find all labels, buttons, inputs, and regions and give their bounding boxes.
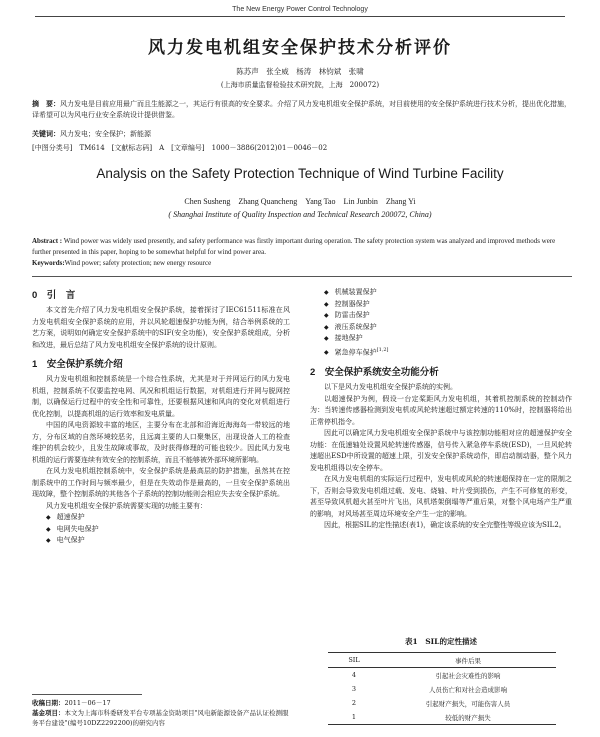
affiliation-en: ( Shanghai Institute of Quality Inspection and Technical Research 200072, China) bbox=[168, 210, 432, 219]
keywords-cn-label: 关键词： bbox=[32, 129, 60, 138]
classification-line: [中图分类号] TM614 [文献标志码] A [文章编号] 1000－3886(2012)01－0046－02 bbox=[32, 144, 328, 152]
table-caption: 表1 SIL的定性描述 bbox=[405, 637, 477, 646]
citation-ref: [1,2] bbox=[376, 346, 389, 353]
keywords-en bbox=[32, 259, 572, 267]
section-1-paragraph-4: 风力发电机组安全保护系统需要实现的功能主要有： bbox=[46, 501, 207, 510]
footnote-received bbox=[32, 698, 290, 708]
section-2-paragraph-2: 以超速保护为例，假设一台定桨距风力发电机组，其着机控制系统的控制动作为：当转速传感器检测到发电机或风轮转速超过额定转速的110%时，控制器将给出正常停机指令。 bbox=[310, 394, 572, 426]
list-item: ◆ 液压系统保护 bbox=[310, 322, 572, 334]
list-item: ◆ 机械装置保护 bbox=[310, 287, 572, 299]
list-item-label: 紧急停车保护 bbox=[334, 347, 377, 356]
table-cell-desc: 人员伤亡和对社会造成影响 bbox=[429, 685, 507, 694]
table-row bbox=[328, 668, 556, 683]
section-2-title: 2 安全保护系统安全功能分析 bbox=[310, 367, 439, 379]
authors-en: Chen Susheng Zhang Quancheng Yang Tao Lin Junbin Zhang Yi bbox=[184, 197, 416, 206]
table-cell-sil: 2 bbox=[351, 699, 357, 707]
list-item: ◆ 电气保护 bbox=[32, 535, 290, 547]
list-item: ◆ 电网失电保护 bbox=[32, 524, 290, 536]
footnote-received-date: 2011－06－17 bbox=[64, 699, 111, 707]
abstract-en-label: Abstract : bbox=[32, 237, 63, 245]
title-cn: 风力发电机组安全保护技术分析评价 bbox=[148, 38, 452, 58]
section-1-title: 1 安全保护系统介绍 bbox=[32, 359, 123, 370]
right-bullet-list bbox=[310, 287, 572, 358]
keywords-en-text: Wind power; safety protection; new energy resource bbox=[64, 259, 212, 267]
table-cell-desc: 较低的财产损失 bbox=[445, 713, 491, 722]
sil-table bbox=[328, 652, 556, 725]
abstract-cn-label: 摘 要： bbox=[32, 99, 60, 108]
table-cell-sil: 4 bbox=[351, 671, 357, 679]
section-2-paragraph-5: 因此，根据SIL的定性描述(表1)，确定该系统的安全完整性等级应该为SIL2。 bbox=[324, 521, 566, 530]
section-2-paragraph-4: 在风力发电机组的实际运行过程中，发电机或风轮的转速超保持在一定的限制之下，否则会导致发电机组过载、发电、烧轴、叶片受到损伤，产生不可修复的形变，甚至导致风机超火甚至叶片飞出，风机塔架倒塌等严重后果，对整个风电场产生严重的影响，对风场甚至周边环境安全产生一定的影响。 bbox=[310, 475, 572, 518]
footnote-fund-label: 基金项目： bbox=[32, 709, 65, 717]
table-header-row bbox=[328, 653, 556, 668]
list-item: ◆ 超速保护 bbox=[32, 512, 290, 524]
affiliation-cn: (上海市质量监督检验技术研究院，上海 200072) bbox=[220, 81, 380, 89]
abstract-cn bbox=[32, 98, 572, 121]
list-item: ◆ 防雷击保护 bbox=[310, 310, 572, 322]
abstract-rule bbox=[32, 276, 572, 277]
list-item: ◆ 控制器保护 bbox=[310, 299, 572, 311]
table-cell-sil: 1 bbox=[351, 713, 357, 721]
table-row bbox=[328, 696, 556, 710]
list-item: ◆ 接地保护 bbox=[310, 333, 572, 345]
section-0-title: 0 引 言 bbox=[32, 290, 76, 301]
authors-cn: 陈苏声 张全威 杨涛 林钧斌 张啸 bbox=[236, 67, 364, 76]
table-cell-desc: 引起社会灾难性的影响 bbox=[435, 671, 501, 680]
title-en: Analysis on the Safety Protection Technique of Wind Turbine Facility bbox=[96, 166, 504, 181]
footnote-fund bbox=[32, 708, 290, 728]
right-column bbox=[310, 287, 572, 532]
section-0-text: 本文首先介绍了风力发电机组安全保护系统，接着探讨了IEC61511标准在风力发电机组安全保护系统的应用，并以风轮超速保护功能为例，结合举例系统的工艺方案，说明如何确定安全保护系统中的SIF(安全功能)，安全保护系统组成，分析和改进，最后总结了风力发电机组安全保护系统的设计原则。 bbox=[32, 306, 290, 349]
section-2-paragraph-3: 因此可以确定风力发电机组安全保护系统中与该控制功能相对应的超速保护安全功能：在低速轴处设置风轮转速传感器，信号传入紧急停车系统(ESD)，一旦风轮转速超出ESD中所设置的超速上限，引发安全保护系统动作，即启动制动器，整个风力发电机组得以安全停车。 bbox=[310, 429, 572, 472]
keywords-cn bbox=[32, 128, 572, 140]
section-1-paragraph-1: 风力发电机组和控制系统是一个综合性系统，尤其是对于并网运行的风力发电机组，控制系统不仅要监控电网、风况和机组运行数据，对机组进行并网与脱网控制，以确保运行过程中的安全性和可靠性，还要根据风速和风向的变化对机组进行优化控制，以提高机组的运行效率和发电质量。 bbox=[32, 375, 290, 418]
section-1-bullet-list bbox=[32, 512, 290, 547]
table-row bbox=[328, 682, 556, 696]
table-header-consequence: 事件后果 bbox=[380, 653, 556, 668]
list-item bbox=[310, 345, 572, 359]
journal-header: The New Energy Power Control Technology bbox=[232, 6, 368, 13]
section-2-paragraph-1: 以下是风力发电机组安全保护系统的实例。 bbox=[324, 383, 457, 392]
section-1-paragraph-3: 在风力发电机组控制系统中，安全保护系统是最高层的防护措施，虽然其在控制系统中的工作时间与频率最少，但是在失效动作是最高的，一旦安全保护系统出现故障，整个控制系统的其他各个子系统的控制功能则会相应失去安全保护系统。 bbox=[32, 467, 290, 498]
header-rule bbox=[35, 16, 565, 17]
footnote-fund-text: 本文为上海市科委研发平台专项基金资助项目"风电新能源设备产品认证检测服务平台建设"(编号10DZ2292200)的研究内容 bbox=[32, 709, 289, 727]
keywords-cn-text: 风力发电；安全保护；新能源 bbox=[60, 130, 151, 138]
section-1-paragraph-2: 中国的风电资源较丰富的地区，主要分布在北部和沿海近海海岛一带较远的地方，分布区域的自然环境较恶劣，且远离主要的人口聚集区，出现设备人工的检查维护的机会较少，且发生故障或事故，及时获得修理的可能也较少。因此风力发电机组的运行需要连续有效安全的控制系统，而且不能够被外部环境所影响。 bbox=[32, 421, 290, 464]
abstract-en bbox=[32, 236, 572, 258]
table-header-sil: SIL bbox=[328, 653, 380, 668]
table-row bbox=[328, 710, 556, 725]
left-column bbox=[32, 287, 290, 547]
abstract-en-text: Wind power was widely used presently, and safety performance was firstly important during operation. The safety protection system was analyzed and improved methods were further presented in this paper, hoping to be somewhat helpful for wind power area. bbox=[32, 237, 556, 256]
footnote-rule bbox=[32, 694, 142, 695]
footnote-received-label: 收稿日期： bbox=[32, 699, 65, 707]
table-cell-sil: 3 bbox=[351, 685, 357, 693]
keywords-en-label: Keywords: bbox=[32, 259, 65, 267]
abstract-cn-text: 风力发电是目前应用最广而且生能源之一，其运行有很高的安全要求。介绍了风力发电机组安全保护系统，对目前使用的安全保护系统进行技术分析，提出优化措施，译希望可以为风电行业安全系统设计提供借鉴。 bbox=[32, 100, 571, 119]
table-cell-desc: 引起财产损失，可能伤害人员 bbox=[425, 699, 511, 708]
